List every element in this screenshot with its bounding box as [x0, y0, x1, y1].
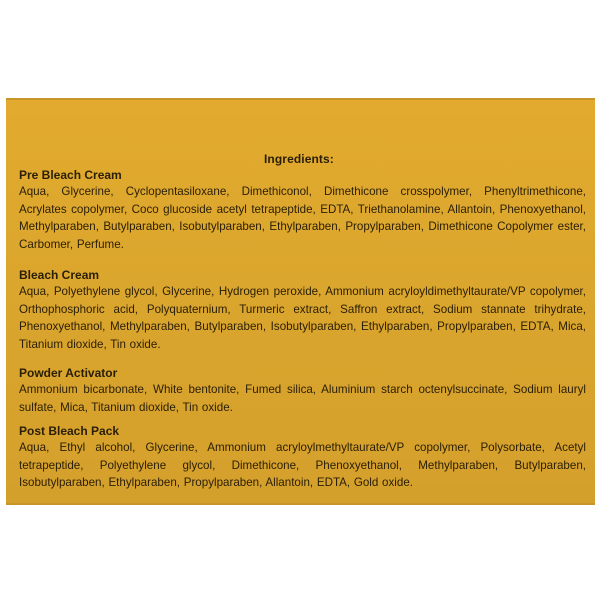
section-pre-bleach-cream — [19, 167, 586, 253]
section-powder-activator — [19, 365, 586, 416]
section-bleach-cream — [19, 267, 586, 353]
section-body: Aqua, Glycerine, Cyclopentasiloxane, Dimethiconol, Dimethicone crosspolymer, Phenyltrimethicone, Acrylates copolymer, Coco glucoside acetyl tetrapeptide, EDTA, Triethanolamine, Allantoin, Phenoxyethanol, Methylparaben, Butylparaben, Isobutylparaben, Ethylparaben, Propylparaben, Dimethicone Copolymer ester, Carbomer, Perfume. — [19, 185, 586, 251]
section-title: Bleach Cream — [19, 268, 100, 282]
section-post-bleach-pack — [19, 423, 586, 492]
section-title: Pre Bleach Cream — [19, 168, 122, 182]
section-title: Powder Activator — [19, 366, 118, 380]
section-body: Aqua, Polyethylene glycol, Glycerine, Hydrogen peroxide, Ammonium acryloyldimethyltaurate/VP copolymer, Orthophosphoric acid, Polyquaternium, Turmeric extract, Saffron extract, Sodium stannate trihydrate, Phenoxyethanol, Methylparaben, Butylparaben, Isobutylparaben, Ethylparaben, Propylparaben, EDTA, Mica, Titanium dioxide, Tin oxide. — [19, 285, 586, 351]
ingredients-panel — [6, 98, 595, 505]
section-body: Ammonium bicarbonate, White bentonite, Fumed silica, Aluminium starch octenylsuccinate, Sodium lauryl sulfate, Mica, Titanium dioxide, Tin oxide. — [19, 383, 586, 414]
ingredients-heading: Ingredients: — [264, 152, 334, 166]
section-title: Post Bleach Pack — [19, 424, 120, 438]
section-body: Aqua, Ethyl alcohol, Glycerine, Ammonium acryloylmethyltaurate/VP copolymer, Polysorbate, Acetyl tetrapeptide, Polyethylene glycol, Dimethicone, Phenoxyethanol, Methylparaben, Butylparaben, Isobutylparaben, Ethylparaben, Propylparaben, Allantoin, EDTA, Gold oxide. — [19, 441, 586, 490]
